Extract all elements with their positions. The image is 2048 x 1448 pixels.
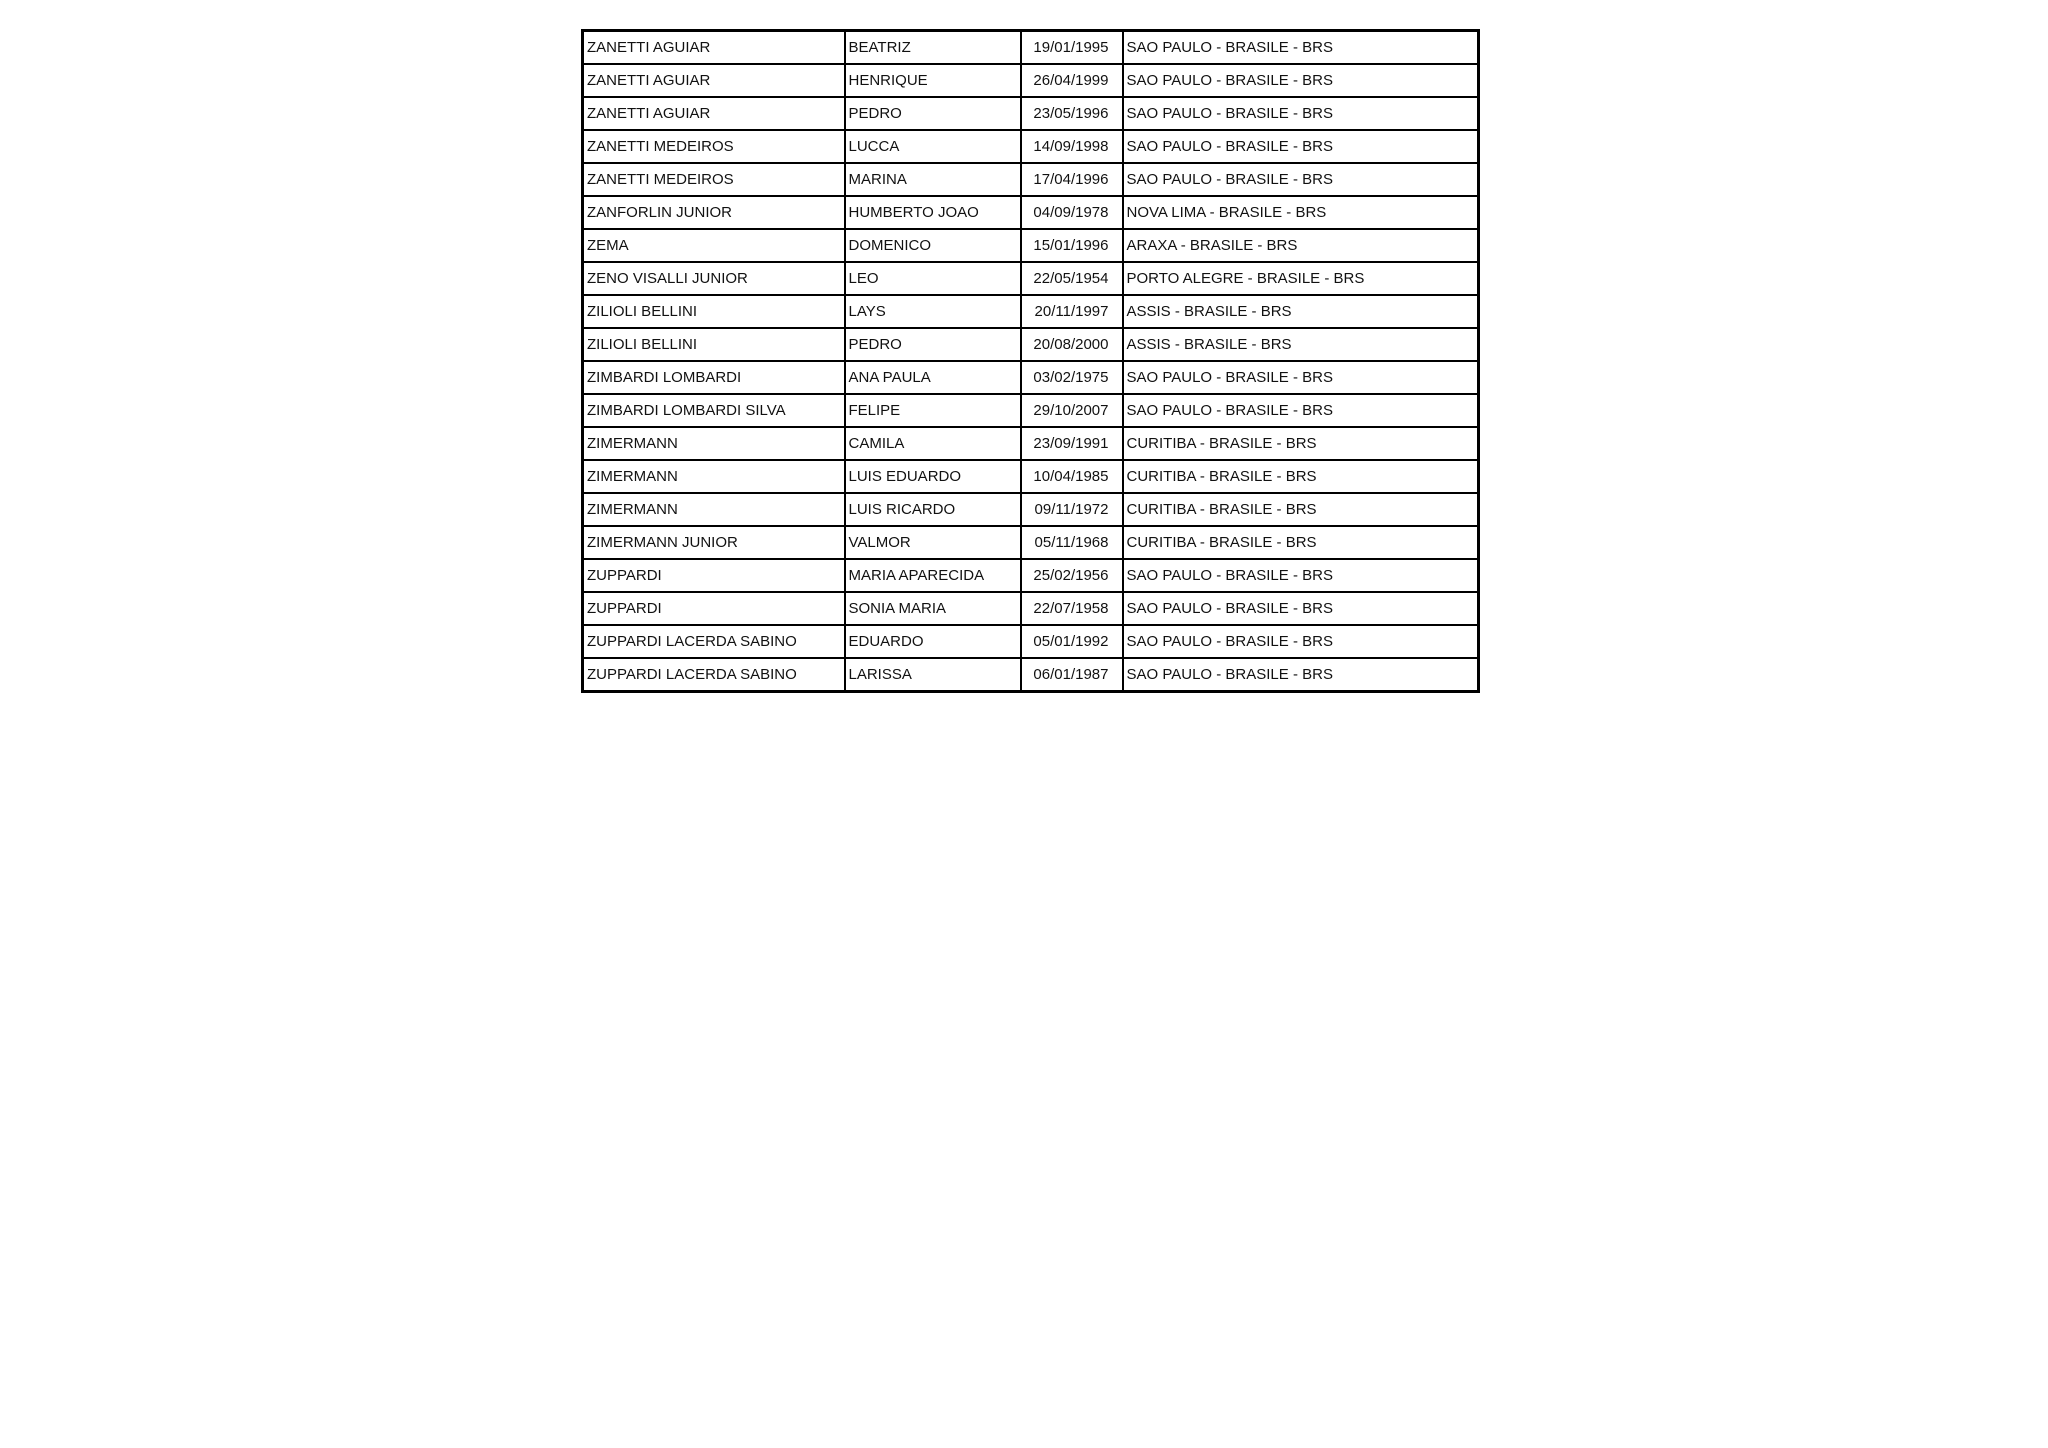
birth-place-cell: CURITIBA - BRASILE - BRS xyxy=(1123,526,1479,559)
surname-cell: ZILIOLI BELLINI xyxy=(583,328,845,361)
birth-place-cell: CURITIBA - BRASILE - BRS xyxy=(1123,493,1479,526)
table-row xyxy=(583,130,1479,163)
birth-place-cell: ASSIS - BRASILE - BRS xyxy=(1123,328,1479,361)
table-row xyxy=(583,361,1479,394)
birth-date-cell: 04/09/1978 xyxy=(1021,196,1123,229)
birth-date-cell: 10/04/1985 xyxy=(1021,460,1123,493)
birth-date-cell: 22/05/1954 xyxy=(1021,262,1123,295)
birth-date-cell: 23/05/1996 xyxy=(1021,97,1123,130)
given-name-cell: MARINA xyxy=(845,163,1021,196)
given-name-cell: VALMOR xyxy=(845,526,1021,559)
given-name-cell: LUIS RICARDO xyxy=(845,493,1021,526)
table-row xyxy=(583,658,1479,692)
surname-cell: ZIMERMANN xyxy=(583,460,845,493)
surname-cell: ZANETTI MEDEIROS xyxy=(583,163,845,196)
table-row xyxy=(583,460,1479,493)
surname-cell: ZUPPARDI xyxy=(583,559,845,592)
surname-cell: ZANETTI MEDEIROS xyxy=(583,130,845,163)
given-name-cell: DOMENICO xyxy=(845,229,1021,262)
table-row xyxy=(583,31,1479,65)
surname-cell: ZENO VISALLI JUNIOR xyxy=(583,262,845,295)
surname-cell: ZANETTI AGUIAR xyxy=(583,31,845,65)
given-name-cell: LARISSA xyxy=(845,658,1021,692)
given-name-cell: LUCCA xyxy=(845,130,1021,163)
given-name-cell: LUIS EDUARDO xyxy=(845,460,1021,493)
given-name-cell: CAMILA xyxy=(845,427,1021,460)
birth-date-cell: 09/11/1972 xyxy=(1021,493,1123,526)
surname-cell: ZUPPARDI LACERDA SABINO xyxy=(583,625,845,658)
surname-cell: ZIMERMANN JUNIOR xyxy=(583,526,845,559)
given-name-cell: LAYS xyxy=(845,295,1021,328)
surname-cell: ZANFORLIN JUNIOR xyxy=(583,196,845,229)
table-row xyxy=(583,196,1479,229)
given-name-cell: PEDRO xyxy=(845,97,1021,130)
birth-date-cell: 20/11/1997 xyxy=(1021,295,1123,328)
birth-place-cell: SAO PAULO - BRASILE - BRS xyxy=(1123,592,1479,625)
surname-cell: ZUPPARDI xyxy=(583,592,845,625)
given-name-cell: BEATRIZ xyxy=(845,31,1021,65)
birth-date-cell: 19/01/1995 xyxy=(1021,31,1123,65)
table-row xyxy=(583,592,1479,625)
given-name-cell: HENRIQUE xyxy=(845,64,1021,97)
birth-date-cell: 05/11/1968 xyxy=(1021,526,1123,559)
birth-place-cell: NOVA LIMA - BRASILE - BRS xyxy=(1123,196,1479,229)
table-row xyxy=(583,229,1479,262)
table-row xyxy=(583,295,1479,328)
surname-cell: ZILIOLI BELLINI xyxy=(583,295,845,328)
birth-date-cell: 15/01/1996 xyxy=(1021,229,1123,262)
birth-date-cell: 20/08/2000 xyxy=(1021,328,1123,361)
table-row xyxy=(583,97,1479,130)
birth-place-cell: ASSIS - BRASILE - BRS xyxy=(1123,295,1479,328)
birth-place-cell: PORTO ALEGRE - BRASILE - BRS xyxy=(1123,262,1479,295)
birth-date-cell: 14/09/1998 xyxy=(1021,130,1123,163)
surname-cell: ZIMBARDI LOMBARDI SILVA xyxy=(583,394,845,427)
registry-table xyxy=(581,29,1480,693)
table-row xyxy=(583,493,1479,526)
table-row xyxy=(583,526,1479,559)
given-name-cell: MARIA APARECIDA xyxy=(845,559,1021,592)
surname-cell: ZANETTI AGUIAR xyxy=(583,97,845,130)
table-row xyxy=(583,625,1479,658)
birth-place-cell: CURITIBA - BRASILE - BRS xyxy=(1123,427,1479,460)
given-name-cell: SONIA MARIA xyxy=(845,592,1021,625)
table-row xyxy=(583,559,1479,592)
birth-place-cell: SAO PAULO - BRASILE - BRS xyxy=(1123,97,1479,130)
given-name-cell: EDUARDO xyxy=(845,625,1021,658)
given-name-cell: HUMBERTO JOAO xyxy=(845,196,1021,229)
birth-place-cell: SAO PAULO - BRASILE - BRS xyxy=(1123,130,1479,163)
birth-date-cell: 05/01/1992 xyxy=(1021,625,1123,658)
birth-date-cell: 25/02/1956 xyxy=(1021,559,1123,592)
birth-place-cell: ARAXA - BRASILE - BRS xyxy=(1123,229,1479,262)
given-name-cell: ANA PAULA xyxy=(845,361,1021,394)
birth-date-cell: 17/04/1996 xyxy=(1021,163,1123,196)
birth-place-cell: CURITIBA - BRASILE - BRS xyxy=(1123,460,1479,493)
table-row xyxy=(583,64,1479,97)
surname-cell: ZIMERMANN xyxy=(583,493,845,526)
birth-place-cell: SAO PAULO - BRASILE - BRS xyxy=(1123,559,1479,592)
surname-cell: ZANETTI AGUIAR xyxy=(583,64,845,97)
table-row xyxy=(583,427,1479,460)
surname-cell: ZUPPARDI LACERDA SABINO xyxy=(583,658,845,692)
birth-place-cell: SAO PAULO - BRASILE - BRS xyxy=(1123,658,1479,692)
birth-place-cell: SAO PAULO - BRASILE - BRS xyxy=(1123,625,1479,658)
birth-date-cell: 23/09/1991 xyxy=(1021,427,1123,460)
given-name-cell: LEO xyxy=(845,262,1021,295)
birth-place-cell: SAO PAULO - BRASILE - BRS xyxy=(1123,394,1479,427)
table-row xyxy=(583,328,1479,361)
birth-place-cell: SAO PAULO - BRASILE - BRS xyxy=(1123,31,1479,65)
given-name-cell: FELIPE xyxy=(845,394,1021,427)
given-name-cell: PEDRO xyxy=(845,328,1021,361)
registry-table-body xyxy=(583,31,1479,692)
surname-cell: ZIMERMANN xyxy=(583,427,845,460)
birth-place-cell: SAO PAULO - BRASILE - BRS xyxy=(1123,64,1479,97)
surname-cell: ZIMBARDI LOMBARDI xyxy=(583,361,845,394)
birth-place-cell: SAO PAULO - BRASILE - BRS xyxy=(1123,361,1479,394)
table-row xyxy=(583,163,1479,196)
birth-date-cell: 03/02/1975 xyxy=(1021,361,1123,394)
birth-date-cell: 22/07/1958 xyxy=(1021,592,1123,625)
birth-date-cell: 06/01/1987 xyxy=(1021,658,1123,692)
birth-date-cell: 26/04/1999 xyxy=(1021,64,1123,97)
surname-cell: ZEMA xyxy=(583,229,845,262)
birth-date-cell: 29/10/2007 xyxy=(1021,394,1123,427)
table-row xyxy=(583,394,1479,427)
table-row xyxy=(583,262,1479,295)
birth-place-cell: SAO PAULO - BRASILE - BRS xyxy=(1123,163,1479,196)
